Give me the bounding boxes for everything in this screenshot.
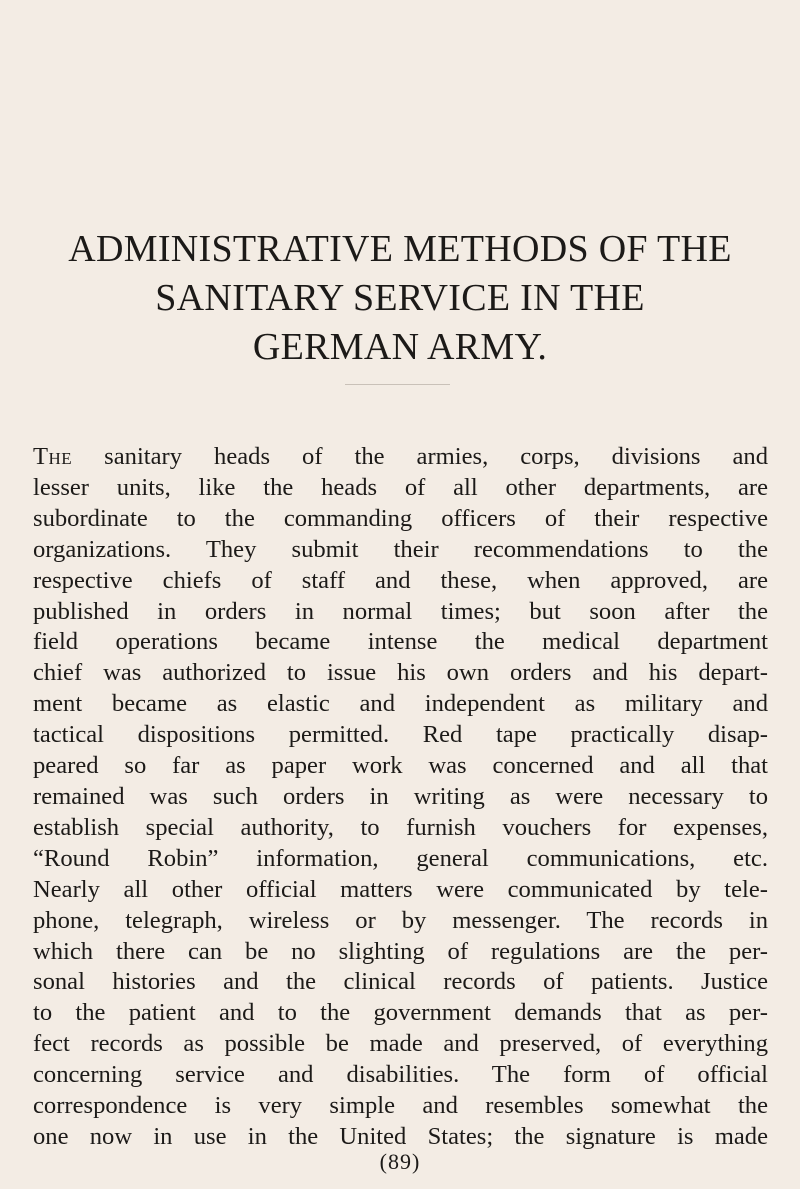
paragraph-line: peared so far as paper work was concerned and all that (33, 752, 768, 780)
paragraph-line: published in orders in normal times; but soon after the (33, 597, 768, 625)
paragraph-line: subordinate to the commanding officers of their respective (33, 504, 768, 532)
opening-word-small-caps: The (33, 443, 73, 470)
paragraph-line: Nearly all other official matters were communicated by tele- (33, 875, 768, 903)
paragraph-line: tactical dispositions permitted. Red tape practically disap- (33, 721, 768, 749)
paragraph-line: fect records as possible be made and preserved, of everything (33, 1030, 768, 1058)
first-line-text: sanitary heads of the armies, corps, divisions and (72, 443, 768, 470)
body-paragraph (33, 442, 768, 1153)
paragraph-line: sonal histories and the clinical records of patients. Justice (33, 968, 768, 996)
paragraph-line: to the patient and to the government demands that as per- (33, 999, 768, 1027)
paragraph-line: which there can be no slighting of regulations are the per- (33, 937, 768, 965)
paragraph-line: lesser units, like the heads of all other departments, are (33, 473, 768, 501)
title-divider-rule (345, 384, 450, 385)
paragraph-line: chief was authorized to issue his own orders and his depart- (33, 659, 768, 687)
paragraph-line: correspondence is very simple and resembles somewhat the (33, 1092, 768, 1120)
paragraph-line: organizations. They submit their recommendations to the (33, 535, 768, 563)
paragraph-line: phone, telegraph, wireless or by messenger. The records in (33, 906, 768, 934)
paragraph-line: “Round Robin” information, general communications, etc. (33, 844, 768, 872)
title-line-3: GERMAN ARMY. (252, 326, 548, 369)
paragraph-line: field operations became intense the medical department (33, 628, 768, 656)
chapter-title (20, 225, 780, 372)
paragraph-line: remained was such orders in writing as were necessary to (33, 782, 768, 810)
paragraph-line: one now in use in the United States; the signature is made (33, 1122, 768, 1150)
title-line-1: ADMINISTRATIVE METHODS OF THE (68, 228, 732, 271)
paragraph-line: concerning service and disabilities. The form of official (33, 1061, 768, 1089)
paragraph-line-1 (33, 442, 768, 473)
paragraph-line: establish special authority, to furnish vouchers for expenses, (33, 813, 768, 841)
title-line-2: SANITARY SERVICE IN THE (155, 277, 645, 320)
paragraph-line: respective chiefs of staff and these, when approved, are (33, 566, 768, 594)
paragraph-line: ment became as elastic and independent as military and (33, 690, 768, 718)
page-number: (89) (379, 1149, 421, 1174)
